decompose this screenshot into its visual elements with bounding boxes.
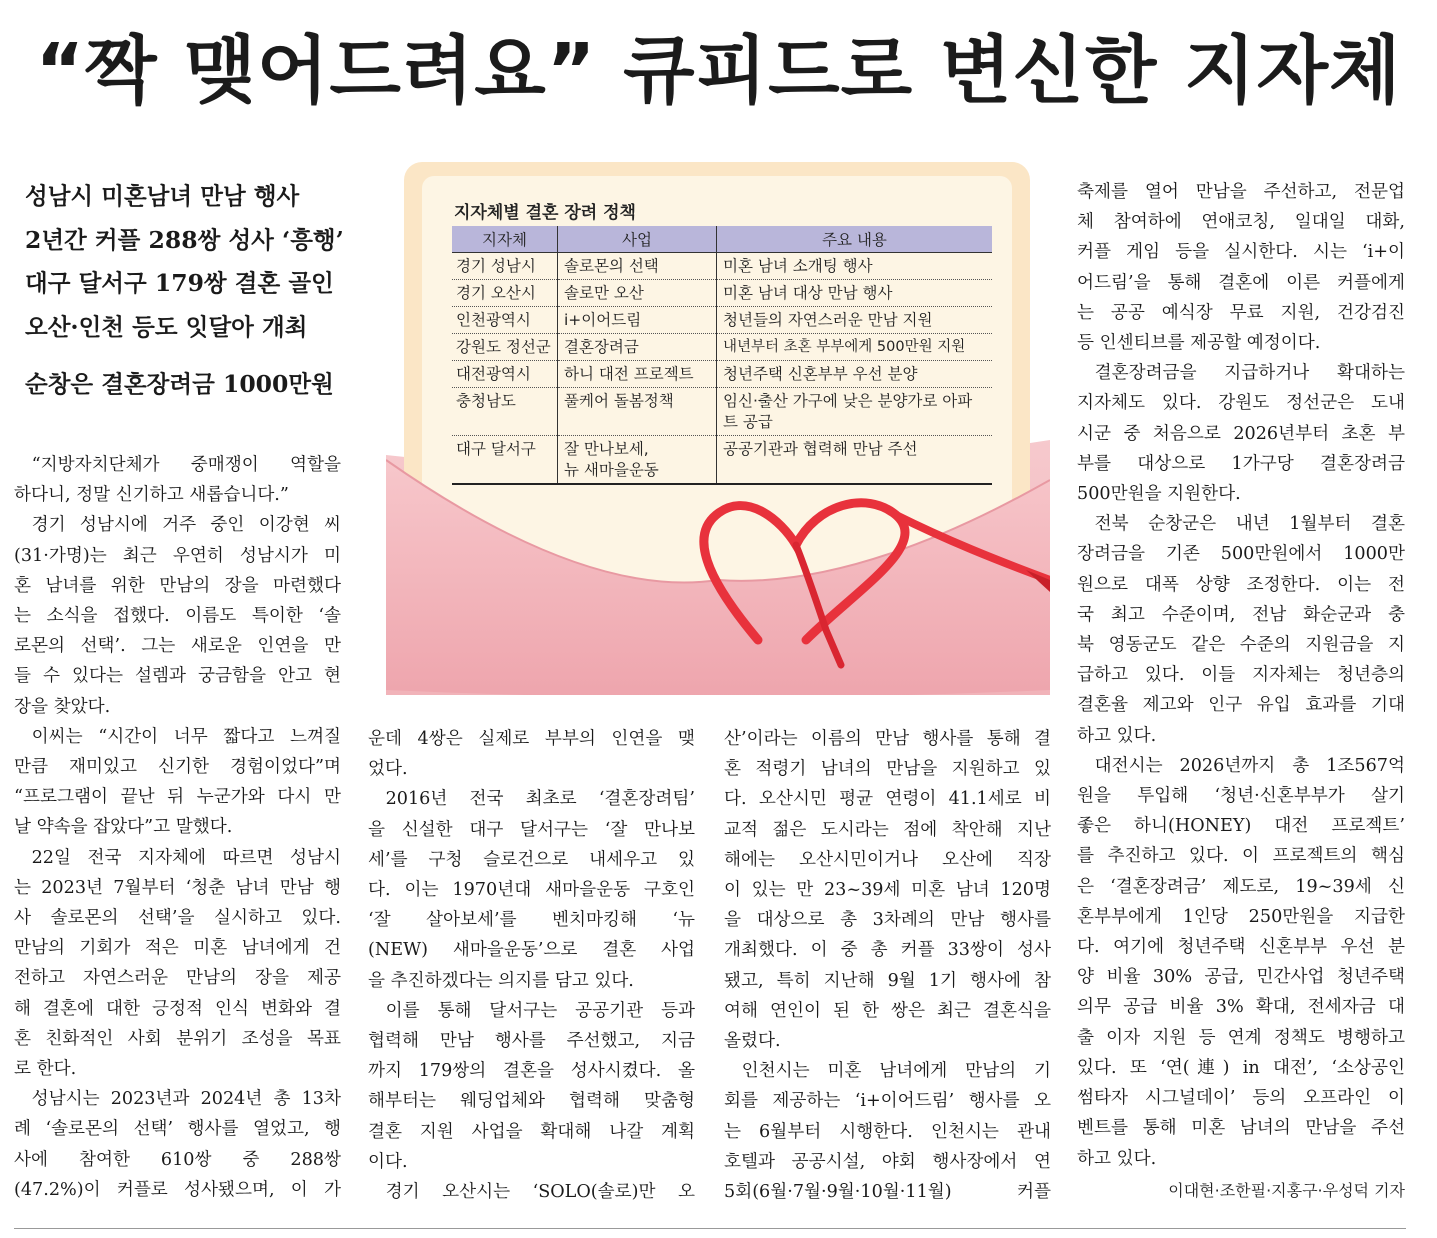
text-line: 이씨는 “시간이 너무 짧다고 느껴질: [31, 726, 341, 747]
text-line: 운데 4쌍은 실제로 부부의 인연을 맺: [368, 729, 695, 749]
text-line: 장을 찾았다.: [14, 696, 111, 717]
text-line: 세’를 구청 슬로건으로 내세우고 있: [368, 849, 695, 870]
region-cell: 강원도 정선군: [452, 334, 558, 361]
text-line: 어드림’을 통해 결혼에 이른 커플에게: [1077, 272, 1405, 293]
text-line: 부를 대상으로 1가구당 결혼장려금: [1077, 453, 1405, 474]
text-line: 썸타자 시그널데이’ 등의 오프라인 이: [1077, 1088, 1405, 1109]
text-line: 급하고 있다. 이들 지자체는 청년층의: [1077, 665, 1405, 686]
text-line: 개최했다. 이 중 총 커플 33쌍이 성사: [724, 940, 1051, 961]
region-cell: 경기 성남시: [452, 253, 558, 280]
text-line: 혼 적령기 남녀의 만남을 지원하고 있: [724, 759, 1051, 780]
text-line: 북 영동군도 같은 수준의 지원금을 지: [1077, 635, 1405, 656]
content-cell: 청년주택 신혼부부 우선 분양: [717, 361, 993, 388]
infographic-title: 지자체별 결혼 장려 정책: [454, 203, 636, 223]
table-header-row: [452, 226, 992, 253]
program-cell: i+이어드림: [558, 307, 717, 334]
text-line: 사에 참여한 610쌍 중 288쌍: [14, 1149, 341, 1170]
text-line: 인천시는 미혼 남녀에게 만남의 기: [741, 1061, 1051, 1082]
content-cell: 내년부터 초혼 부부에게 500만원 지원: [717, 334, 993, 361]
text-line: 장려금을 기존 500만원에서 1000만: [1077, 544, 1405, 565]
program-cell: 풀케어 돌봄정책: [558, 388, 717, 436]
text-line: (NEW) 새마을운동’으로 결혼 사업: [368, 940, 695, 961]
program-cell: 솔로만 오산: [558, 280, 717, 307]
table-row: [452, 436, 992, 485]
text-line: (31·가명)는 최근 우연히 성남시가 미: [14, 545, 341, 566]
text-line: ‘잘 살아보세’를 벤치마킹해 ‘뉴: [368, 910, 695, 931]
table-row: [452, 280, 992, 307]
text-line: 는 공공 예식장 무료 지원, 건강검진: [1077, 302, 1405, 323]
text-line: 대전시는 2026년까지 총 1조567억: [1094, 755, 1405, 776]
text-line: 호텔과 공공시설, 야회 행사장에서 연: [724, 1151, 1051, 1172]
text-line: 여해 연인이 된 한 쌍은 최근 결혼식을: [724, 1000, 1051, 1021]
text-line: 전북 순창군은 내년 1월부터 결혼: [1094, 514, 1405, 535]
region-cell: 충청남도: [452, 388, 558, 436]
text-line: 산’이라는 이름의 만남 행사를 통해 결: [724, 729, 1051, 749]
text-line: 결혼 지원 사업을 확대해 나갈 계획: [368, 1121, 695, 1142]
text-line: 만큼 재미있고 신기한 경험이었다”며: [14, 757, 341, 778]
subhead: 2년간 커플 288쌍 성사 ‘흥행’: [25, 225, 344, 254]
text-line: 만남의 기회가 적은 미혼 남녀에게 건: [14, 938, 341, 959]
text-line: 커플 게임 등을 실시한다. 시는 ‘i+이: [1077, 242, 1405, 263]
text-line: 축제를 열어 만남을 주선하고, 전문업: [1077, 182, 1405, 202]
subhead: 오산·인천 등도 잇달아 개최: [25, 312, 308, 341]
text-line: 올렸다.: [724, 1031, 781, 1052]
text-line: 벤트를 통해 미혼 남녀의 만남을 주선: [1077, 1118, 1405, 1139]
text-line: 출 이자 지원 등 연계 정책도 병행하고: [1077, 1027, 1405, 1048]
region-cell: 대구 달서구: [452, 436, 558, 485]
subhead: 성남시 미혼남녀 만남 행사: [25, 182, 300, 210]
table-row: [452, 361, 992, 388]
text-line: 로 한다.: [14, 1059, 77, 1080]
text-line: 협력해 만남 행사를 주선했고, 지금: [368, 1031, 695, 1052]
text-line: 해에는 오산시민이거나 오산에 직장: [724, 849, 1051, 870]
text-line: 다. 이는 1970년대 새마을운동 구호인: [368, 880, 695, 901]
article-column-3: [724, 724, 1051, 1207]
text-line: 을 대상으로 총 3차례의 만남 행사를: [724, 910, 1051, 931]
text-line: 다. 여기에 청년주택 신혼부부 우선 분: [1077, 937, 1405, 958]
text-line: 2016년 전국 최초로 ‘결혼장려팀’: [385, 789, 695, 810]
text-line: 전하고 자연스러운 만남의 장을 제공: [14, 968, 341, 989]
text-line: 례 ‘솔로몬의 선택’ 행사를 열었고, 행: [14, 1119, 341, 1140]
text-line: “프로그램이 끝난 뒤 누군가와 다시 만: [14, 787, 341, 808]
text-line: 원을 투입해 ‘청년·신혼부부가 살기: [1077, 786, 1405, 807]
byline: 이대현·조한필·지홍구·우성덕 기자: [1168, 1181, 1405, 1200]
text-line: 됐고, 특히 지난해 9월 1기 행사에 참: [724, 970, 1051, 991]
text-line: 로몬의 선택’. 그는 새로운 인연을 만: [14, 636, 341, 657]
text-line: 등 인센티브를 제공할 예정이다.: [1077, 333, 1321, 354]
article-column-2: [368, 724, 695, 1207]
text-line: 22일 전국 지자체에 따르면 성남시: [31, 847, 341, 868]
text-line: 사 솔로몬의 선택’을 실시하고 있다.: [14, 908, 341, 929]
text-line: 다. 오산시민 평균 연령이 41.1세로 비: [724, 789, 1051, 810]
text-line: 하다니, 정말 신기하고 새롭습니다.”: [14, 485, 289, 506]
subheadlines: [25, 175, 355, 407]
text-line: 경기 성남시에 거주 중인 이강현 씨: [31, 515, 341, 536]
text-line: 는 2023년 7월부터 ‘청춘 남녀 만남 행: [14, 877, 341, 898]
article-column-1: [14, 450, 341, 1205]
text-line: “지방자치단체가 중매쟁이 역할을: [31, 455, 341, 475]
text-line: 까지 179쌍의 결혼을 성사시켰다. 올: [368, 1061, 695, 1082]
subhead: 대구 달서구 179쌍 결혼 골인: [25, 269, 334, 297]
text-line: 이다.: [368, 1151, 408, 1172]
table-row: [452, 253, 992, 280]
text-line: 을 신설한 대구 달서구는 ‘잘 만나보: [368, 819, 695, 840]
table-row: [452, 388, 992, 436]
content-cell: 공공기관과 협력해 만남 주선: [717, 436, 993, 485]
text-line: 들 수 있다는 설렘과 궁금함을 안고 현: [14, 666, 341, 687]
text-line: 체 참여하에 연애코칭, 일대일 대화,: [1077, 212, 1405, 233]
region-cell: 경기 오산시: [452, 280, 558, 307]
text-line: 는 소식을 접했다. 이름도 특이한 ‘솔: [14, 606, 341, 627]
text-line: 를 추진하고 있다. 이 프로젝트의 핵심: [1077, 846, 1405, 867]
text-line: 혼부부에게 1인당 250만원을 지급한: [1077, 906, 1405, 927]
text-line: 지자체도 있다. 강원도 정선군은 도내: [1077, 393, 1405, 414]
region-cell: 대전광역시: [452, 361, 558, 388]
text-line: 의무 공급 비율 3% 확대, 전세자금 대: [1077, 997, 1405, 1018]
text-line: 교적 젊은 도시라는 점에 착안해 지난: [724, 819, 1051, 840]
text-line: 시군 중 처음으로 2026년부터 초혼 부: [1077, 423, 1405, 444]
content-cell: 미혼 남녀 소개팅 행사: [717, 253, 993, 280]
column-header: 주요 내용: [717, 226, 993, 253]
policy-table: [452, 226, 992, 485]
text-line: 혼 친화적인 사회 분위기 조성을 목표: [14, 1028, 341, 1049]
content-cell: 청년들의 자연스러운 만남 지원: [717, 307, 993, 334]
text-line: 이를 통해 달서구는 공공기관 등과: [385, 1000, 695, 1021]
text-line: 은 ‘결혼장려금’ 제도로, 19~39세 신: [1077, 876, 1405, 897]
program-cell: 잘 만나보세, 뉴 새마을운동: [558, 436, 717, 485]
text-line: 있다. 또 ‘연(連) in 대전’, ‘소상공인: [1077, 1057, 1405, 1078]
text-line: 을 추진하겠다는 의지를 담고 있다.: [368, 970, 634, 991]
article-column-4: [1077, 177, 1405, 1174]
column-header: 사업: [558, 226, 717, 253]
text-line: (47.2%)이 커플로 성사됐으며, 이 가: [14, 1179, 341, 1200]
text-line: 는 6월부터 시행한다. 인천시는 관내: [724, 1121, 1051, 1142]
text-line: 성남시는 2023년과 2024년 총 13차: [31, 1089, 341, 1110]
text-line: 500만원을 지원한다.: [1077, 484, 1241, 505]
text-line: 결혼율 제고와 인구 유입 효과를 기대: [1077, 695, 1405, 716]
headline: “짝 맺어드려요” 큐피드로 변신한 지자체: [35, 28, 1402, 114]
text-line: 해 결혼에 대한 긍정적 인식 변화와 결: [14, 998, 341, 1019]
subhead: 순창은 결혼장려금 1000만원: [25, 370, 334, 398]
text-line: 5회(6월·7월·9월·10월·11월) 커플: [724, 1182, 1051, 1203]
program-cell: 하니 대전 프로젝트: [558, 361, 717, 388]
text-line: 하고 있다.: [1077, 1148, 1157, 1169]
infographic: [386, 160, 1050, 695]
text-line: 좋은 하니(HONEY) 대전 프로젝트’: [1077, 816, 1405, 837]
program-cell: 결혼장려금: [558, 334, 717, 361]
text-line: 혼 남녀를 위한 만남의 장을 마련했다: [14, 575, 341, 596]
region-cell: 인천광역시: [452, 307, 558, 334]
content-cell: 미혼 남녀 대상 만남 행사: [717, 280, 993, 307]
text-line: 경기 오산시는 ‘SOLO(솔로)만 오: [385, 1182, 695, 1203]
text-line: 양 비율 30% 공급, 민간사업 청년주택: [1077, 967, 1405, 988]
text-line: 날 약속을 잡았다”고 말했다.: [14, 817, 233, 838]
text-line: 원으로 대폭 상향 조정한다. 이는 전: [1077, 574, 1405, 595]
program-cell: 솔로몬의 선택: [558, 253, 717, 280]
column-header: 지자체: [452, 226, 558, 253]
text-line: 이 있는 만 23~39세 미혼 남녀 120명: [724, 880, 1051, 901]
text-line: 국 최고 수준이며, 전남 화순군과 충: [1077, 604, 1405, 625]
table-row: [452, 334, 992, 361]
bottom-divider: [14, 1228, 1406, 1229]
text-line: 해부터는 웨딩업체와 협력해 맞춤형: [368, 1091, 695, 1112]
text-line: 었다.: [368, 759, 408, 780]
text-line: 회를 제공하는 ‘i+이어드림’ 행사를 오: [724, 1091, 1051, 1112]
content-cell: 임신·출산 가구에 낮은 분양가로 아파트 공급: [717, 388, 993, 436]
text-line: 하고 있다.: [1077, 725, 1157, 746]
table-row: [452, 307, 992, 334]
text-line: 결혼장려금을 지급하거나 확대하는: [1094, 363, 1405, 384]
